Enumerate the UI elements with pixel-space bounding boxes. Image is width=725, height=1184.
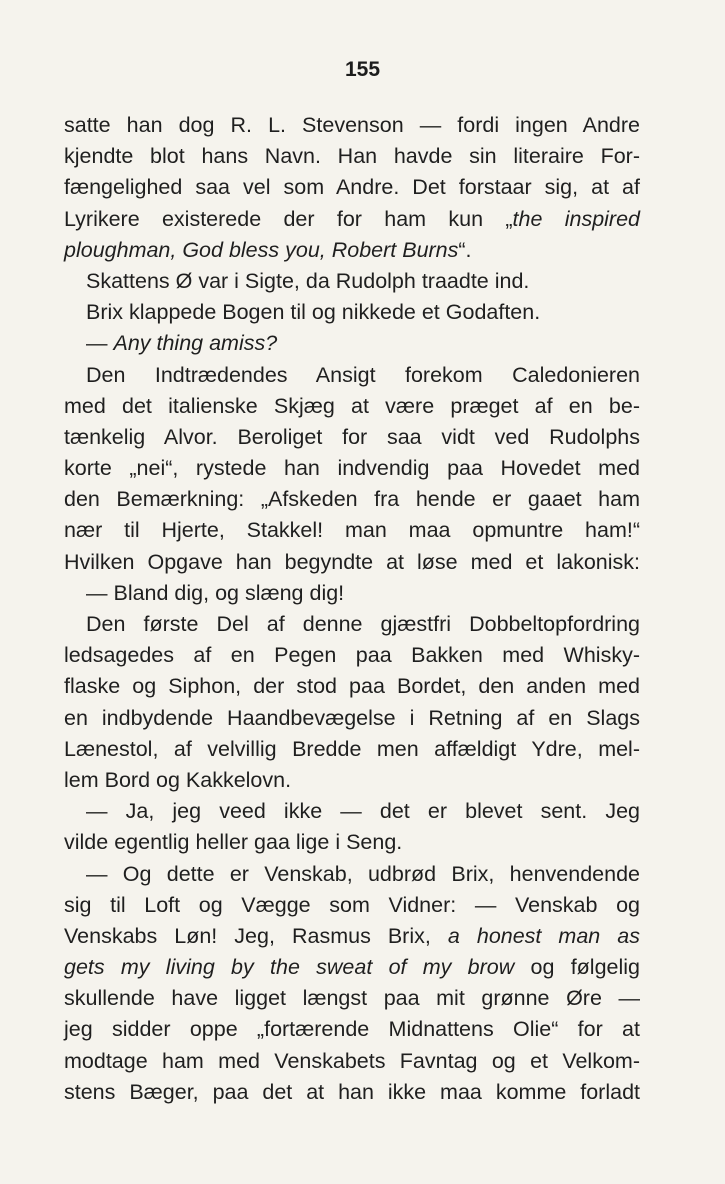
text-span: fængelighed saa vel som Andre. Det forstaar sig, at af <box>64 175 640 200</box>
text-span: den Bemærkning: „Afskeden fra hende er gaaet ham <box>64 487 640 512</box>
text-line <box>64 765 640 796</box>
text-line <box>64 703 640 734</box>
text-line <box>64 578 640 609</box>
text-line <box>64 890 640 921</box>
text-line <box>64 204 640 235</box>
text-line <box>64 484 640 515</box>
italic-span: Any thing amiss? <box>113 331 278 356</box>
text-line <box>64 609 640 640</box>
text-span: tænkelig Alvor. Beroliget for saa vidt ved Rudolphs <box>64 424 640 449</box>
text-span: modtage ham med Venskabets Favntag og et Velkom- <box>64 1048 640 1073</box>
text-line <box>64 796 640 827</box>
text-span: Hvilken Opgave han begyndte at løse med et lakonisk: <box>64 549 640 574</box>
text-span: Lænestol, af velvillig Bredde men affældigt Ydre, mel- <box>64 736 640 761</box>
text-line <box>64 921 640 952</box>
text-span: lem Bord og Kakkelovn. <box>64 767 292 792</box>
text-line <box>64 360 640 391</box>
italic-span: gets my living by the sweat of my brow <box>64 955 515 980</box>
italic-span: the inspired <box>512 206 640 231</box>
text-line <box>64 734 640 765</box>
text-span: nær til Hjerte, Stakkel! man maa opmuntre ham!“ <box>64 518 640 543</box>
text-span: Brix klappede Bogen til og nikkede et Godaften. <box>86 300 541 325</box>
text-span: ledsagedes af en Pegen paa Bakken med Whisky- <box>64 643 640 668</box>
text-line <box>64 266 640 297</box>
text-line <box>64 328 640 359</box>
text-span: og følgelig <box>514 955 641 980</box>
text-line <box>64 671 640 702</box>
italic-span: ploughman, God bless you, Robert Burns <box>64 237 459 262</box>
text-span: kjendte blot hans Navn. Han havde sin literaire For- <box>64 144 640 169</box>
text-line <box>64 235 640 266</box>
text-span: Venskabs Løn! Jeg, Rasmus Brix, <box>64 923 448 948</box>
text-line <box>64 547 640 578</box>
text-span: stens Bæger, paa det at han ikke maa komme forladt <box>64 1079 640 1104</box>
text-span: Den Indtrædendes Ansigt forekom Caledonieren <box>86 362 640 387</box>
body-text <box>64 110 640 1108</box>
page-number: 155 <box>344 58 381 81</box>
text-line <box>64 110 640 141</box>
text-span: skullende have ligget længst paa mit grønne Øre — <box>64 986 640 1011</box>
text-line <box>64 827 640 858</box>
text-line <box>64 391 640 422</box>
text-line <box>64 952 640 983</box>
text-span: korte „nei“, rystede han indvendig paa Hovedet med <box>64 456 640 481</box>
text-span: sig til Loft og Vægge som Vidner: — Venskab og <box>64 892 640 917</box>
text-line <box>64 640 640 671</box>
text-line <box>64 1046 640 1077</box>
text-span: Skattens Ø var i Sigte, da Rudolph traadte ind. <box>86 268 530 293</box>
text-line <box>64 859 640 890</box>
text-line <box>64 1077 640 1108</box>
text-line <box>64 297 640 328</box>
text-line <box>64 515 640 546</box>
text-span: en indbydende Haandbevægelse i Retning af en Slags <box>64 705 640 730</box>
text-span: flaske og Siphon, der stod paa Bordet, den anden med <box>64 674 640 699</box>
text-span: — Og dette er Venskab, udbrød Brix, henvendende <box>86 861 640 886</box>
text-span: vilde egentlig heller gaa lige i Seng. <box>64 830 403 855</box>
text-span: Lyrikere existerede der for ham kun „ <box>64 206 513 231</box>
text-span: — <box>86 331 114 356</box>
italic-span: a honest man as <box>447 923 640 948</box>
text-line <box>64 1014 640 1045</box>
text-line <box>64 453 640 484</box>
text-span: “. <box>458 237 472 262</box>
text-span: jeg sidder oppe „fortærende Midnattens Olie“ for at <box>64 1017 640 1042</box>
text-span: satte han dog R. L. Stevenson — fordi ingen Andre <box>64 113 640 137</box>
text-line <box>64 141 640 172</box>
text-span: Den første Del af denne gjæstfri Dobbeltopfordring <box>86 612 640 636</box>
text-span: — Bland dig, og slæng dig! <box>86 580 345 605</box>
text-line <box>64 172 640 203</box>
text-span: med det italienske Skjæg at være præget af en be- <box>64 393 640 418</box>
text-line <box>64 983 640 1014</box>
text-line <box>64 422 640 453</box>
text-span: — Ja, jeg veed ikke — det er blevet sent. Jeg <box>86 799 640 824</box>
